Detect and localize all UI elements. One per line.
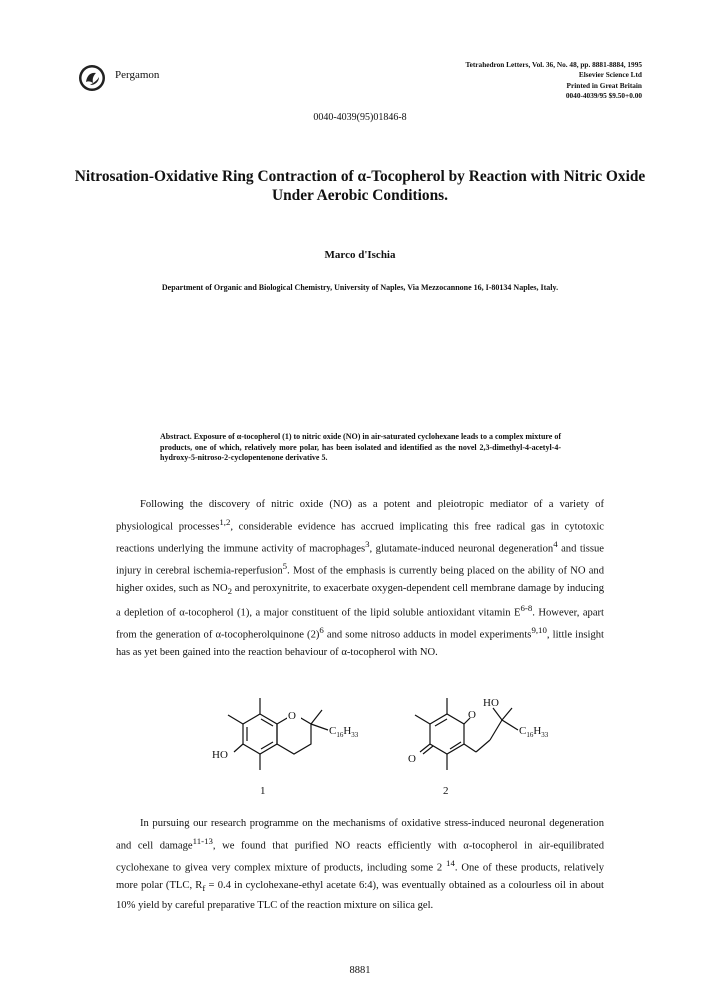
publisher-name: Pergamon <box>115 69 160 81</box>
journal-price: 0040-4039/95 $9.50+0.00 <box>565 91 642 101</box>
text: . One of these products, relatively more polar (TLC, R <box>116 862 605 891</box>
abstract-label: Abstract. <box>160 432 192 441</box>
text: , glutamate-induced neuronal degeneration <box>369 543 554 555</box>
ref: 3 <box>365 538 370 549</box>
side-chain-c: $C_{16}H_{33}$ <box>329 725 359 739</box>
text: . Most of the emphasis is currently being placed on the ability of NO and higher oxides, such as NO <box>116 565 604 594</box>
abstract <box>160 432 561 464</box>
text: = 0.4 in cyclohexane-ethyl acetate 6:4), was eventually obtained as a colourless oil in about 10% yield by careful preparative TLC of the reaction mixture on silica gel. <box>116 879 604 912</box>
carbonyl-oxygen-label: O <box>408 753 416 765</box>
structure-1 <box>228 698 328 770</box>
structure-2-label: 2 <box>443 785 449 797</box>
ref: 14 <box>446 857 455 868</box>
text: In pursuing our research programme on the mechanisms of oxidative stress-induced neuronal degeneration and cell damage <box>116 818 604 852</box>
journal-info <box>465 60 642 102</box>
ref: 6-8 <box>520 603 533 614</box>
chemical-structures <box>200 690 560 800</box>
subscript: 2 <box>227 585 233 596</box>
publisher-logo <box>78 64 106 92</box>
text: . However, apart from the generation of α-tocopherolquinone (2) <box>116 607 604 641</box>
quinone-oxygen-label: O <box>468 709 476 721</box>
side-chain-c-2: $C_{16}H_{33}$ <box>519 725 549 739</box>
ref: 1,2 <box>219 516 231 527</box>
journal-citation: Tetrahedron Letters, Vol. 36, No. 48, pp. 8881-8884, 1995 <box>465 60 642 69</box>
text: , little insight has as yet been gained into the reaction behaviour of α-tocopherol with NO. <box>116 629 604 659</box>
text: Following the discovery of nitric oxide (NO) as a potent and pleiotropic mediator of a variety of physiological processes <box>116 499 604 533</box>
body-paragraph-2 <box>116 815 604 915</box>
subscript: f <box>202 882 206 893</box>
quinone-hydroxyl-label: HO <box>483 697 499 709</box>
hydroxyl-label: HO <box>212 749 228 761</box>
text: and tissue injury in cerebral ischemia-reperfusion <box>116 543 604 577</box>
text: , considerable evidence has accrued implicating this free radical gas in cytotoxic reactions underlying the immune activity of macrophages <box>116 521 604 555</box>
ref: 6 <box>319 625 324 636</box>
journal-printed: Printed in Great Britain <box>566 80 642 90</box>
structures-svg <box>200 690 560 800</box>
structure-1-label: 1 <box>260 785 266 797</box>
page-number: 8881 <box>349 965 371 976</box>
text: and some nitroso adducts in model experiments <box>323 629 532 641</box>
body-paragraph-1 <box>116 496 604 662</box>
structure-2 <box>415 698 518 770</box>
affiliation: Department of Organic and Biological Chemistry, University of Naples, Via Mezzocannone 16, I-80134 Naples, Italy. <box>161 283 559 292</box>
text: and peroxynitrite, to exacerbate oxygen-dependent cell membrane damage by inducing a depletion of α-tocopherol (1), a major constituent of the lipid soluble antioxidant vitamin E <box>116 582 604 619</box>
ref: 9,10 <box>531 625 547 636</box>
ref: 11-13 <box>192 835 213 846</box>
oxygen-label: O <box>288 710 296 722</box>
author-name: Marco d'Ischia <box>324 249 396 261</box>
abstract-text: Exposure of α-tocopherol (1) to nitric oxide (NO) in air-saturated cyclohexane leads to a complex mixture of products, one of which, relatively more polar, has been isolated and identified as the novel 2,3-dimethyl-4-acetyl-4-hydroxy-5-nitroso-2-cyclopentenone derivative 5. <box>160 432 562 463</box>
text: , we found that purified NO reacts efficiently with α-tocopherol in air-equilibrated cyclohexane to givea very complex mixture of products, including some 2 <box>116 840 604 874</box>
journal-publisher: Elsevier Science Ltd <box>578 70 642 80</box>
article-title: Nitrosation-Oxidative Ring Contraction of α-Tocopherol by Reaction with Nitric Oxide Under Aerobic Conditions. <box>74 168 646 204</box>
doi: 0040-4039(95)01846-8 <box>313 112 407 123</box>
ref: 5 <box>282 560 288 571</box>
ref: 4 <box>553 538 558 549</box>
